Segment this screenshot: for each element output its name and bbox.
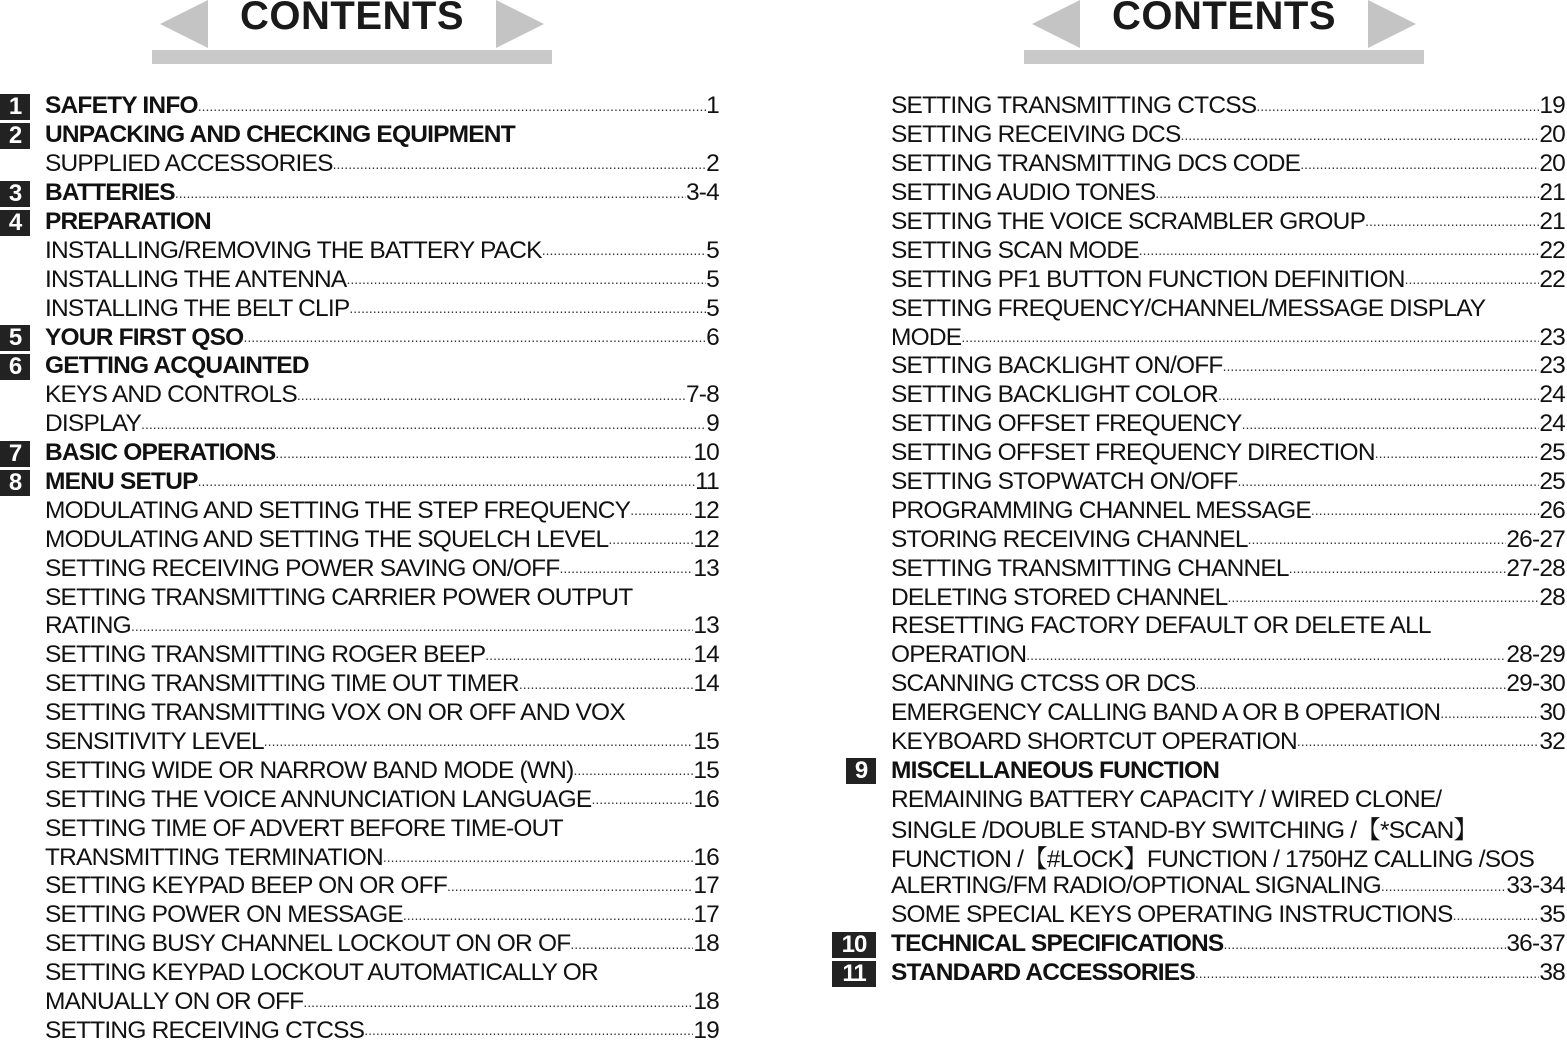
toc-entry[interactable] (45, 294, 719, 323)
toc-entry-page: 1 (706, 92, 719, 120)
toc-entry-title: INSTALLING THE BELT CLIP (45, 295, 349, 323)
toc-entry[interactable] (891, 294, 1565, 323)
dot-leader (1405, 271, 1540, 287)
toc-entry-page: 24 (1539, 381, 1565, 409)
toc-entry-title: INSTALLING/REMOVING THE BATTERY PACK (45, 237, 542, 265)
toc-entry-title: SETTING AUDIO TONES (891, 179, 1155, 207)
toc-entry-title: BASIC OPERATIONS (45, 439, 275, 467)
dot-leader (573, 762, 693, 778)
dot-leader (1381, 878, 1506, 894)
dot-leader (175, 185, 686, 201)
dot-leader (542, 242, 706, 258)
toc-entry-page: 10 (693, 439, 719, 467)
dot-leader (1297, 733, 1539, 749)
toc-entry-page: 20 (1539, 150, 1565, 178)
toc-entry-page: 14 (693, 641, 719, 669)
toc-entry[interactable] (891, 236, 1565, 265)
dot-leader (608, 531, 693, 547)
toc-entry[interactable] (891, 959, 1565, 988)
dot-leader (1181, 127, 1540, 143)
dot-leader (1453, 907, 1540, 923)
toc-entry[interactable] (45, 208, 719, 237)
toc-entry-title: MANUALLY ON OR OFF (45, 988, 303, 1016)
toc-entry-title: PROGRAMMING CHANNEL MESSAGE (891, 497, 1311, 525)
toc-entry-page: 5 (706, 237, 719, 265)
toc-entry[interactable] (45, 959, 719, 988)
dot-leader (1195, 965, 1539, 981)
toc-entry-title: MODULATING AND SETTING THE STEP FREQUENCY (45, 497, 630, 525)
dot-leader (1365, 213, 1539, 229)
toc-entry-page: 11 (695, 468, 719, 496)
toc-entry-page: 38 (1539, 959, 1565, 987)
toc-entry-title: SETTING RECEIVING CTCSS (45, 1017, 364, 1045)
toc-entry-title: SETTING FREQUENCY/CHANNEL/MESSAGE DISPLAY (891, 295, 1485, 323)
toc-entry[interactable] (45, 670, 719, 699)
dot-leader (1223, 936, 1506, 952)
section-number-badge: 4 (0, 210, 30, 236)
toc-entry[interactable] (45, 843, 719, 872)
toc-entry-title: SETTING RECEIVING POWER SAVING ON/OFF (45, 555, 559, 583)
toc-entry[interactable] (45, 988, 719, 1017)
toc-entry-title: UNPACKING AND CHECKING EQUIPMENT (45, 121, 515, 149)
toc-entry[interactable] (891, 901, 1565, 930)
dot-leader (1026, 647, 1506, 663)
toc-entry-title: SETTING THE VOICE ANNUNCIATION LANGUAGE (45, 786, 591, 814)
toc-entry-page: 22 (1539, 266, 1565, 294)
toc-entry-page: 27-28 (1506, 555, 1565, 583)
toc-entry-page: 26 (1539, 497, 1565, 525)
toc-entry[interactable] (45, 468, 719, 497)
toc-entry-page: 13 (693, 612, 719, 640)
toc-entry-title: KEYS AND CONTROLS (45, 381, 297, 409)
section-number-badge: 7 (0, 441, 30, 467)
toc-entry-title: MISCELLANEOUS FUNCTION (891, 757, 1219, 785)
toc-entry-title: SETTING BACKLIGHT ON/OFF (891, 352, 1223, 380)
dot-leader (1237, 473, 1539, 489)
toc-entry-page: 19 (1539, 92, 1565, 120)
dot-leader (333, 156, 707, 172)
toc-entry-title: EMERGENCY CALLING BAND A OR B OPERATION (891, 699, 1440, 727)
toc-entry-title: MODE (891, 324, 961, 352)
toc-entry-page: 13 (693, 555, 719, 583)
dot-leader (1440, 705, 1539, 721)
toc-entry-title: SETTING WIDE OR NARROW BAND MODE (WN) (45, 757, 573, 785)
dot-leader (303, 994, 693, 1010)
toc-entry-title: DELETING STORED CHANNEL (891, 584, 1227, 612)
dot-leader (591, 791, 693, 807)
toc-entry-title: SOME SPECIAL KEYS OPERATING INSTRUCTIONS (891, 901, 1453, 929)
toc-entry[interactable] (891, 121, 1565, 150)
toc-entry[interactable] (891, 92, 1565, 121)
toc-entry[interactable] (891, 554, 1565, 583)
toc-entry-page: 12 (693, 526, 719, 554)
toc-entry-page: 25 (1539, 439, 1565, 467)
toc-entry[interactable] (891, 323, 1565, 352)
toc-entry-title: STANDARD ACCESSORIES (891, 959, 1195, 987)
toc-entry-title: STORING RECEIVING CHANNEL (891, 526, 1248, 554)
contents-header (1024, 0, 1424, 64)
header-title: CONTENTS (1024, 0, 1424, 39)
toc-entry[interactable] (45, 265, 719, 294)
toc-entry[interactable] (45, 554, 719, 583)
toc-entry[interactable] (891, 468, 1565, 497)
toc-entry-page: 21 (1539, 179, 1565, 207)
toc-entry-page: 32 (1539, 728, 1565, 756)
dot-leader (131, 618, 693, 634)
toc-entry-title: INSTALLING THE ANTENNA (45, 266, 346, 294)
toc-entry-page: 5 (706, 266, 719, 294)
dot-leader (141, 416, 706, 432)
toc-entry[interactable] (45, 641, 719, 670)
toc-entry-title: SETTING OFFSET FREQUENCY (891, 410, 1242, 438)
dot-leader (1195, 676, 1506, 692)
section-number-badge: 11 (832, 961, 876, 987)
toc-entry-page: 36-37 (1506, 930, 1565, 958)
toc-entry-page: 20 (1539, 121, 1565, 149)
toc-entry-title: TECHNICAL SPECIFICATIONS (891, 930, 1223, 958)
toc-entry-page: 23 (1539, 324, 1565, 352)
toc-entry-page: 23 (1539, 352, 1565, 380)
toc-entry[interactable] (45, 352, 719, 381)
toc-entry-title: SETTING OFFSET FREQUENCY DIRECTION (891, 439, 1375, 467)
toc-entry-title: SUPPLIED ACCESSORIES (45, 150, 333, 178)
dot-leader (1248, 531, 1507, 547)
section-number-badge: 9 (846, 758, 876, 784)
toc-entry-page: 17 (693, 872, 719, 900)
toc-entry[interactable] (891, 872, 1565, 901)
toc-entry[interactable] (45, 872, 719, 901)
toc-entry-page: 24 (1539, 410, 1565, 438)
toc-entry[interactable] (45, 901, 719, 930)
toc-entry-title: MENU SETUP (45, 468, 198, 496)
toc-entry-page: 30 (1539, 699, 1565, 727)
dot-leader (447, 878, 693, 894)
toc-entry[interactable] (891, 179, 1565, 208)
toc-entry-page: 19 (693, 1017, 719, 1045)
section-number-badge: 2 (0, 123, 30, 149)
toc-entry[interactable] (45, 814, 719, 843)
toc-entry-page: 15 (693, 728, 719, 756)
toc-entry-title: TRANSMITTING TERMINATION (45, 844, 383, 872)
toc-entry-title: REMAINING BATTERY CAPACITY / WIRED CLONE/ (891, 786, 1441, 814)
toc-entry[interactable] (45, 699, 719, 728)
dot-leader (198, 98, 706, 114)
toc-entry[interactable] (45, 439, 719, 468)
toc-entry-page: 2 (706, 150, 719, 178)
toc-entry-page: 29-30 (1506, 670, 1565, 698)
toc-entry-page: 18 (693, 930, 719, 958)
dot-leader (1242, 416, 1540, 432)
toc-entry-page: 22 (1539, 237, 1565, 265)
toc-entry-title: SENSITIVITY LEVEL (45, 728, 264, 756)
section-number-badge: 10 (832, 932, 876, 958)
toc-entry[interactable] (891, 670, 1565, 699)
toc-entry-title: SETTING BUSY CHANNEL LOCKOUT ON OR OF (45, 930, 570, 958)
toc-entry-title: SETTING THE VOICE SCRAMBLER GROUP (891, 208, 1365, 236)
toc-list (891, 92, 1565, 988)
toc-entry[interactable] (45, 756, 719, 785)
toc-entry-page: 14 (693, 670, 719, 698)
toc-entry-title: SAFETY INFO (45, 92, 198, 120)
toc-entry-title: SETTING BACKLIGHT COLOR (891, 381, 1218, 409)
toc-entry-title: SETTING KEYPAD BEEP ON OR OFF (45, 872, 447, 900)
toc-entry-title: ALERTING/FM RADIO/OPTIONAL SIGNALING (891, 872, 1381, 900)
toc-entry[interactable] (891, 699, 1565, 728)
toc-entry[interactable] (891, 525, 1565, 554)
dot-leader (630, 502, 693, 518)
toc-entry-page: 17 (693, 901, 719, 929)
toc-entry[interactable] (45, 496, 719, 525)
toc-entry-title: SETTING SCAN MODE (891, 237, 1139, 265)
toc-entry-title: SETTING KEYPAD LOCKOUT AUTOMATICALLY OR (45, 959, 598, 987)
dot-leader (1300, 156, 1539, 172)
toc-entry-title: SETTING TRANSMITTING CARRIER POWER OUTPUT (45, 584, 632, 612)
toc-entry-page: 3-4 (686, 179, 719, 207)
section-number-badge: 3 (0, 181, 30, 207)
toc-entry[interactable] (891, 612, 1565, 641)
dot-leader (570, 936, 693, 952)
toc-entry-title: OPERATION (891, 641, 1026, 669)
toc-entry-title: SETTING POWER ON MESSAGE (45, 901, 403, 929)
toc-entry-title: RATING (45, 612, 131, 640)
header-bar (152, 50, 552, 64)
toc-entry-title: SCANNING CTCSS OR DCS (891, 670, 1195, 698)
dot-leader (1289, 560, 1507, 576)
section-number-badge: 5 (0, 325, 30, 351)
toc-entry-page: 25 (1539, 468, 1565, 496)
toc-entry[interactable] (891, 785, 1565, 814)
toc-entry-title: SETTING TIME OF ADVERT BEFORE TIME-OUT (45, 815, 563, 843)
dot-leader (519, 676, 694, 692)
left-page (0, 0, 783, 1039)
toc-entry[interactable] (891, 265, 1565, 294)
contents-header (152, 0, 552, 64)
toc-entry-title: SETTING RECEIVING DCS (891, 121, 1181, 149)
toc-entry[interactable] (891, 930, 1565, 959)
toc-entry-page: 6 (706, 324, 719, 352)
toc-entry[interactable] (45, 525, 719, 554)
toc-list (45, 92, 719, 1045)
toc-entry-title: BATTERIES (45, 179, 175, 207)
toc-entry-title: SETTING STOPWATCH ON/OFF (891, 468, 1237, 496)
dot-leader (349, 300, 706, 316)
dot-leader (485, 647, 693, 663)
header-title: CONTENTS (152, 0, 552, 39)
toc-entry[interactable] (891, 410, 1565, 439)
section-number-badge: 6 (0, 354, 30, 380)
dot-leader (1311, 502, 1539, 518)
toc-entry[interactable] (891, 439, 1565, 468)
toc-entry[interactable] (45, 381, 719, 410)
toc-entry[interactable] (891, 583, 1565, 612)
dot-leader (1223, 358, 1540, 374)
toc-entry-page: 16 (693, 786, 719, 814)
dot-leader (346, 271, 706, 287)
dot-leader (198, 473, 696, 489)
toc-entry-page: 5 (706, 295, 719, 323)
section-number-badge: 8 (0, 470, 30, 496)
toc-entry[interactable] (891, 843, 1565, 872)
toc-entry[interactable] (45, 179, 719, 208)
toc-entry-page: 28-29 (1506, 641, 1565, 669)
toc-entry[interactable] (891, 208, 1565, 237)
section-number-badge: 1 (0, 94, 30, 120)
dot-leader (961, 329, 1539, 345)
toc-entry[interactable] (45, 583, 719, 612)
toc-entry[interactable] (891, 150, 1565, 179)
toc-entry-title: SETTING PF1 BUTTON FUNCTION DEFINITION (891, 266, 1405, 294)
toc-entry-title: SINGLE /DOUBLE STAND-BY SWITCHING /【*SCAN】 (891, 811, 1477, 846)
toc-entry[interactable] (45, 785, 719, 814)
toc-entry[interactable] (891, 728, 1565, 757)
dot-leader (264, 733, 694, 749)
dot-leader (1218, 387, 1539, 403)
toc-entry-page: 12 (693, 497, 719, 525)
dot-leader (1139, 242, 1540, 258)
toc-entry-page: 28 (1539, 584, 1565, 612)
toc-entry[interactable] (45, 612, 719, 641)
toc-entry-title: GETTING ACQUAINTED (45, 352, 309, 380)
toc-entry[interactable] (891, 641, 1565, 670)
toc-entry[interactable] (891, 756, 1565, 785)
toc-entry-page: 7-8 (686, 381, 719, 409)
dot-leader (275, 445, 693, 461)
header-bar (1024, 50, 1424, 64)
dot-leader (1227, 589, 1539, 605)
toc-entry-page: 21 (1539, 208, 1565, 236)
dot-leader (243, 329, 706, 345)
toc-entry-page: 9 (706, 410, 719, 438)
toc-entry-page: 35 (1539, 901, 1565, 929)
toc-entry[interactable] (45, 92, 719, 121)
dot-leader (383, 849, 693, 865)
toc-entry-title: KEYBOARD SHORTCUT OPERATION (891, 728, 1297, 756)
toc-entry-title: MODULATING AND SETTING THE SQUELCH LEVEL (45, 526, 608, 554)
toc-entry-title: SETTING TRANSMITTING CTCSS (891, 92, 1256, 120)
toc-entry-title: FUNCTION /【#LOCK】FUNCTION / 1750HZ CALLING /SOS (891, 840, 1534, 875)
toc-entry-page: 33-34 (1506, 872, 1565, 900)
toc-entry[interactable] (45, 1017, 719, 1045)
right-page (783, 0, 1566, 1039)
toc-entry[interactable] (45, 236, 719, 265)
toc-entry-page: 18 (693, 988, 719, 1016)
toc-entry-page: 26-27 (1506, 526, 1565, 554)
dot-leader (297, 387, 686, 403)
dot-leader (1155, 185, 1539, 201)
toc-entry-title: SETTING TRANSMITTING DCS CODE (891, 150, 1300, 178)
toc-entry[interactable] (891, 814, 1565, 843)
toc-entry-title: SETTING TRANSMITTING TIME OUT TIMER (45, 670, 519, 698)
toc-entry[interactable] (45, 150, 719, 179)
toc-entry-page: 15 (693, 757, 719, 785)
toc-entry-title: RESETTING FACTORY DEFAULT OR DELETE ALL (891, 612, 1431, 640)
dot-leader (559, 560, 693, 576)
toc-entry-title: SETTING TRANSMITTING CHANNEL (891, 555, 1289, 583)
toc-entry[interactable] (45, 410, 719, 439)
toc-entry-title: SETTING TRANSMITTING ROGER BEEP (45, 641, 485, 669)
toc-entry[interactable] (891, 496, 1565, 525)
toc-entry[interactable] (891, 352, 1565, 381)
toc-entry-page: 16 (693, 844, 719, 872)
toc-entry[interactable] (45, 930, 719, 959)
dot-leader (364, 1022, 693, 1038)
toc-entry-title: PREPARATION (45, 208, 211, 236)
toc-entry[interactable] (45, 323, 719, 352)
toc-entry-title: DISPLAY (45, 410, 141, 438)
dot-leader (403, 907, 693, 923)
toc-entry-title: SETTING TRANSMITTING VOX ON OR OFF AND VOX (45, 699, 625, 727)
toc-entry-title: YOUR FIRST QSO (45, 324, 243, 352)
dot-leader (1256, 98, 1539, 114)
dot-leader (1375, 445, 1540, 461)
toc-entry[interactable] (45, 121, 719, 150)
toc-entry[interactable] (45, 728, 719, 757)
toc-entry[interactable] (891, 381, 1565, 410)
